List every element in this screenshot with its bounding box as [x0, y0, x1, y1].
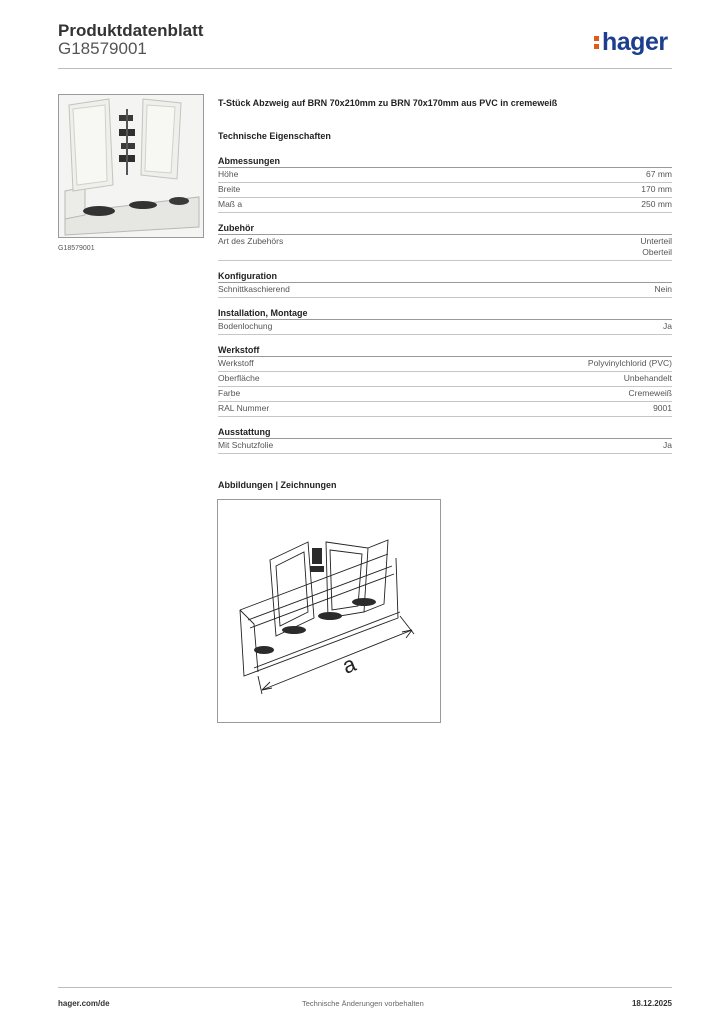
header-divider	[58, 68, 672, 69]
spec-label: Breite	[218, 184, 241, 194]
spec-value: 67 mm	[646, 169, 672, 179]
spec-value: Cremeweiß	[628, 388, 672, 398]
spec-value: Ja	[663, 321, 672, 331]
spec-group-werkstoff	[218, 344, 672, 417]
spec-value: Unbehandelt	[623, 373, 672, 383]
spec-value: 9001	[653, 403, 672, 413]
spec-row	[218, 439, 672, 454]
spec-row	[218, 320, 672, 335]
spec-value: Nein	[654, 284, 672, 294]
spec-group-title: Konfiguration	[218, 270, 672, 283]
product-photo	[58, 94, 204, 238]
footer-notice: Technische Änderungen vorbehalten	[302, 999, 424, 1008]
spec-group-title: Ausstattung	[218, 426, 672, 439]
spec-group-installation	[218, 307, 672, 335]
spec-label: Oberfläche	[218, 373, 260, 383]
spec-group-konfiguration	[218, 270, 672, 298]
spec-row	[218, 387, 672, 402]
photo-caption: G18579001	[58, 245, 95, 252]
spec-row	[218, 235, 672, 261]
spec-label: Maß a	[218, 199, 243, 209]
spec-value: Ja	[663, 440, 672, 450]
footer-divider	[58, 987, 672, 988]
spec-label: Bodenlochung	[218, 321, 273, 331]
spec-label: RAL Nummer	[218, 403, 270, 413]
spec-group-zubehoer	[218, 222, 672, 261]
technical-drawing	[217, 499, 441, 723]
spec-label: Werkstoff	[218, 358, 254, 368]
spec-value-line: Unterteil	[640, 236, 672, 246]
drawings-heading: Abbildungen | Zeichnungen	[218, 480, 337, 490]
spec-row	[218, 357, 672, 372]
spec-row	[218, 283, 672, 298]
spec-label: Art des Zubehörs	[218, 236, 284, 246]
spec-group-title: Installation, Montage	[218, 307, 672, 320]
page-title: Produktdatenblatt	[58, 21, 204, 40]
spec-label: Höhe	[218, 169, 239, 179]
technical-drawing-illustration	[218, 500, 440, 722]
spec-row	[218, 372, 672, 387]
spec-table	[218, 155, 672, 463]
spec-label: Mit Schutzfolie	[218, 440, 274, 450]
logo-text: hager	[602, 28, 668, 56]
spec-row	[218, 198, 672, 213]
spec-value: 250 mm	[641, 199, 672, 209]
spec-group-title: Werkstoff	[218, 344, 672, 357]
spec-row	[218, 168, 672, 183]
article-number: G18579001	[58, 39, 147, 58]
product-title: T-Stück Abzweig auf BRN 70x210mm zu BRN 70x170mm aus PVC in cremeweiß	[218, 98, 558, 108]
spec-row	[218, 402, 672, 417]
spec-value: Polyvinylchlorid (PVC)	[587, 358, 672, 368]
footer-date: 18.12.2025	[631, 999, 672, 1008]
spec-group-abmessungen	[218, 155, 672, 213]
footer-website-link[interactable]: hager.com/de	[58, 999, 110, 1008]
logo-colon-icon	[594, 30, 600, 50]
product-photo-illustration	[59, 95, 203, 237]
spec-group-title: Zubehör	[218, 222, 672, 235]
spec-group-title: Abmessungen	[218, 155, 672, 168]
spec-label: Schnittkaschierend	[218, 284, 290, 294]
spec-group-ausstattung	[218, 426, 672, 454]
spec-label: Farbe	[218, 388, 241, 398]
dimension-label: a	[338, 650, 360, 679]
spec-value-line: Oberteil	[642, 247, 672, 257]
spec-value: 170 mm	[641, 184, 672, 194]
hager-logo	[594, 28, 668, 57]
spec-row	[218, 183, 672, 198]
technical-properties-heading: Technische Eigenschaften	[218, 131, 331, 141]
spec-value	[640, 236, 672, 258]
